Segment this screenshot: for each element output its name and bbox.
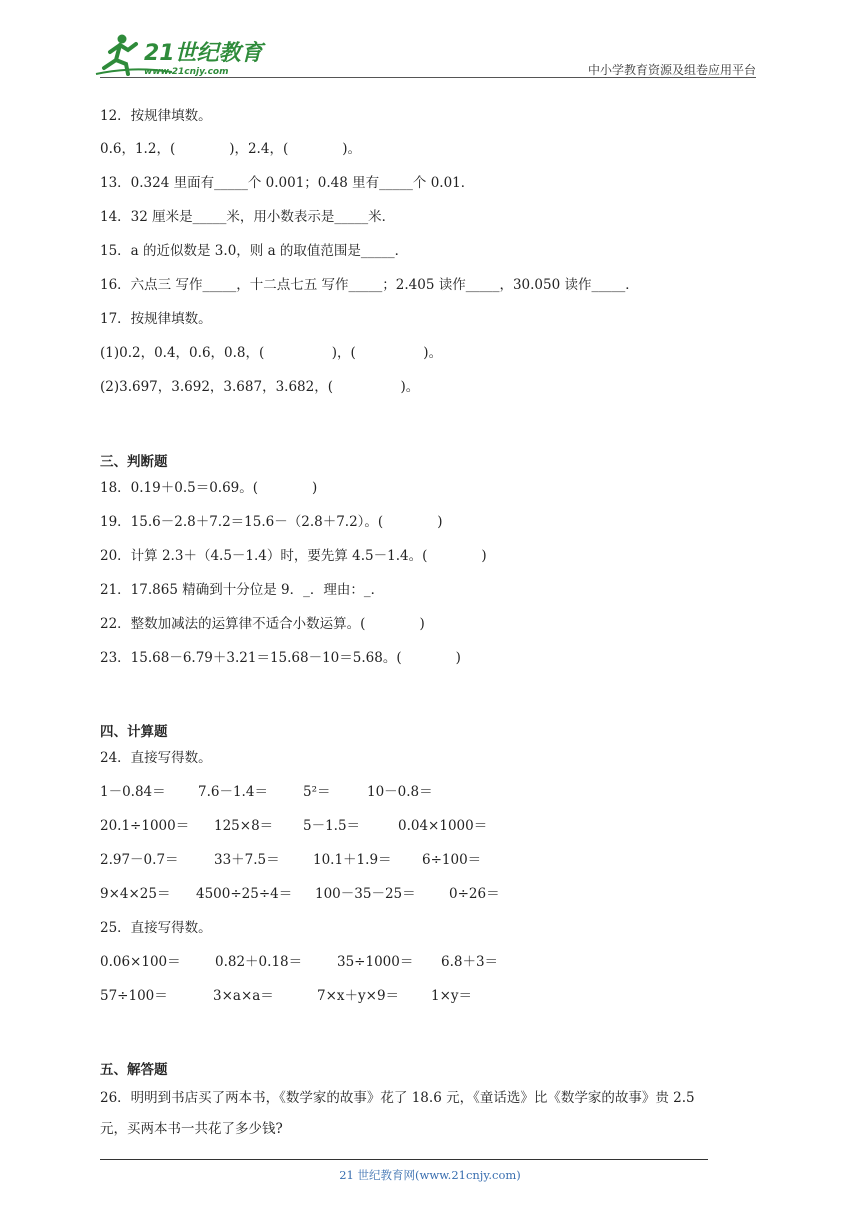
calc-item: 6÷100＝ xyxy=(422,852,482,868)
question-17-part-1: (1)0.2，0.4，0.6，0.8，( )，( )。 xyxy=(100,345,443,361)
calc-item: 7.6－1.4＝ xyxy=(198,784,268,800)
runner-logo-icon xyxy=(92,30,267,80)
question-12-sequence: 0.6，1.2，( )，2.4，( )。 xyxy=(100,141,361,157)
calc-item: 0÷26＝ xyxy=(449,886,500,902)
question-15: 15．a 的近似数是 3.0，则 a 的取值范围是_____． xyxy=(100,243,409,259)
footer-text: 21 世纪教育网(www.21cnjy.com) xyxy=(339,1168,521,1182)
question-12: 12．按规律填数。 xyxy=(100,108,212,124)
calc-item: 35÷1000＝ xyxy=(337,954,414,970)
calc-item: 57÷100＝ xyxy=(100,988,168,1004)
site-logo xyxy=(92,30,267,80)
question-18: 18．0.19＋0.5＝0.69。( ) xyxy=(100,480,318,496)
question-20: 20．计算 2.3＋（4.5－1.4）时，要先算 4.5－1.4。( ) xyxy=(100,548,487,564)
footer-divider xyxy=(100,1159,708,1160)
calc-item: 5－1.5＝ xyxy=(303,818,361,834)
question-14: 14．32 厘米是_____米，用小数表示是_____米． xyxy=(100,209,396,225)
calc-item: 0.06×100＝ xyxy=(100,954,181,970)
header-divider xyxy=(100,77,756,78)
question-26-line-2: 元，买两本书一共花了多少钱? xyxy=(100,1121,283,1137)
section-calculation-title: 四、计算题 xyxy=(100,724,168,740)
calc-item: 125×8＝ xyxy=(214,818,274,834)
question-23: 23．15.68－6.79＋3.21＝15.68－10＝5.68。( ) xyxy=(100,650,461,666)
question-19: 19．15.6－2.8＋7.2＝15.6－（2.8＋7.2）。( ) xyxy=(100,514,443,530)
calc-item: 7×x＋y×9＝ xyxy=(317,988,400,1004)
calc-item: 6.8＋3＝ xyxy=(441,954,499,970)
svg-text:www.21cnjy.com: www.21cnjy.com xyxy=(144,67,229,77)
calc-item: 2.97－0.7＝ xyxy=(100,852,179,868)
calc-item: 10－0.8＝ xyxy=(367,784,433,800)
svg-text:21世纪教育: 21世纪教育 xyxy=(144,41,263,66)
calc-item: 5²＝ xyxy=(303,784,331,800)
site-caption: 中小学教育资源及组卷应用平台 xyxy=(587,63,756,77)
calc-item: 20.1÷1000＝ xyxy=(100,818,190,834)
question-21: 21．17.865 精确到十分位是 9．_．理由：_． xyxy=(100,582,385,598)
section-judgement-title: 三、判断题 xyxy=(100,454,168,470)
section-word-problem-title: 五、解答题 xyxy=(100,1062,168,1078)
calc-item: 33＋7.5＝ xyxy=(214,852,280,868)
calc-item: 3×a×a＝ xyxy=(213,988,274,1004)
question-22: 22．整数加减法的运算律不适合小数运算。( ) xyxy=(100,616,425,632)
question-25: 25．直接写得数。 xyxy=(100,920,212,936)
question-13: 13．0.324 里面有_____个 0.001；0.48 里有_____个 0.01． xyxy=(100,175,475,191)
calc-item: 4500÷25÷4＝ xyxy=(196,886,293,902)
question-16: 16．六点三 写作_____，十二点七五 写作_____；2.405 读作_____，30.050 读作_____． xyxy=(100,277,639,293)
question-17-part-2: (2)3.697，3.692，3.687，3.682，( )。 xyxy=(100,379,420,395)
calc-item: 100－35－25＝ xyxy=(315,886,416,902)
calc-item: 0.04×1000＝ xyxy=(398,818,488,834)
question-24: 24．直接写得数。 xyxy=(100,750,212,766)
calc-item: 9×4×25＝ xyxy=(100,886,171,902)
calc-item: 1－0.84＝ xyxy=(100,784,166,800)
calc-item: 0.82＋0.18＝ xyxy=(215,954,303,970)
calc-item: 1×y＝ xyxy=(431,988,473,1004)
question-17: 17．按规律填数。 xyxy=(100,311,212,327)
question-26-line-1: 26．明明到书店买了两本书，《数学家的故事》花了 18.6 元，《童话选》比《数学家的故事》贵 2.5 xyxy=(100,1090,695,1106)
calc-item: 10.1＋1.9＝ xyxy=(313,852,392,868)
